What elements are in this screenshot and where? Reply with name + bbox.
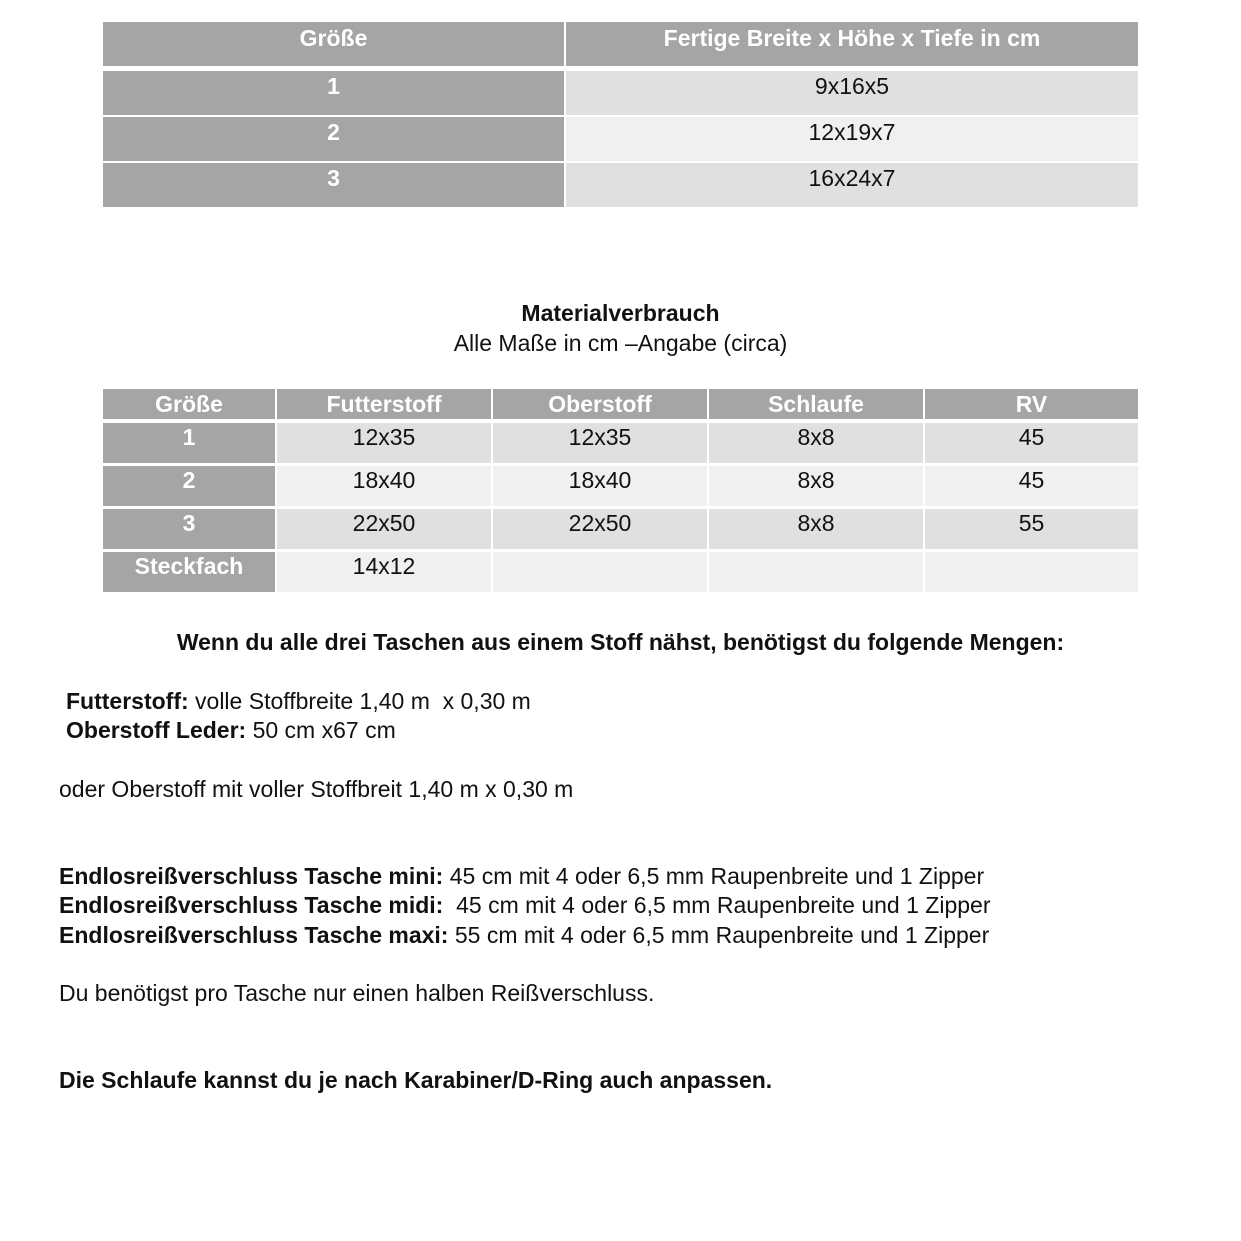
size-cell: 2 xyxy=(103,465,276,508)
size-cell: 3 xyxy=(103,508,276,551)
dims-cell: 16x24x7 xyxy=(565,162,1138,208)
futterstoff-cell: 22x50 xyxy=(276,508,492,551)
material-table-header-row xyxy=(103,389,1138,421)
futterstoff-line xyxy=(66,686,531,716)
zipper-midi-value: 45 cm mit 4 oder 6,5 mm Raupenbreite und 1 Zipper xyxy=(443,892,991,918)
schlaufe-cell: 8x8 xyxy=(708,421,924,465)
schlaufe-note: Die Schlaufe kannst du je nach Karabiner/D-Ring auch anpassen. xyxy=(59,1067,773,1093)
material-table xyxy=(103,389,1138,595)
oberstoff-line xyxy=(66,715,396,745)
schlaufe-cell: 8x8 xyxy=(708,508,924,551)
rv-cell: 55 xyxy=(924,508,1138,551)
oberstoff-label: Oberstoff Leder: xyxy=(66,717,247,743)
material-subtitle: Alle Maße in cm –Angabe (circa) xyxy=(453,330,788,356)
material-header-rv: RV xyxy=(924,389,1138,421)
size-cell: 3 xyxy=(103,162,565,208)
zipper-midi-line xyxy=(59,890,991,920)
zipper-mini-value: 45 cm mit 4 oder 6,5 mm Raupenbreite und 1 Zipper xyxy=(443,863,985,889)
table-row xyxy=(103,465,1138,508)
material-title: Materialverbrauch xyxy=(521,300,720,326)
zipper-maxi-label: Endlosreißverschluss Tasche maxi: xyxy=(59,922,449,948)
material-header-oberstoff: Oberstoff xyxy=(492,389,708,421)
oberstoff-cell xyxy=(492,551,708,594)
dims-cell: 9x16x5 xyxy=(565,69,1138,117)
oberstoff-cell: 22x50 xyxy=(492,508,708,551)
oberstoff-cell: 12x35 xyxy=(492,421,708,465)
zipper-midi-label: Endlosreißverschluss Tasche midi: xyxy=(59,892,444,918)
half-zipper-note: Du benötigst pro Tasche nur einen halben Reißverschluss. xyxy=(59,980,655,1006)
oberstoff-value: 50 cm x67 cm xyxy=(246,717,396,743)
zipper-mini-label: Endlosreißverschluss Tasche mini: xyxy=(59,863,444,889)
futterstoff-value: volle Stoffbreite 1,40 m x 0,30 m xyxy=(188,688,531,714)
size-cell: 1 xyxy=(103,421,276,465)
table-row xyxy=(103,508,1138,551)
zipper-maxi-value: 55 cm mit 4 oder 6,5 mm Raupenbreite und 1 Zipper xyxy=(448,922,990,948)
schlaufe-cell: 8x8 xyxy=(708,465,924,508)
rv-cell: 45 xyxy=(924,421,1138,465)
material-header-size: Größe xyxy=(103,389,276,421)
alternative-line: oder Oberstoff mit voller Stoffbreit 1,40 m x 0,30 m xyxy=(59,776,574,802)
table-row xyxy=(103,116,1138,162)
rv-cell: 45 xyxy=(924,465,1138,508)
zipper-maxi-line xyxy=(59,920,989,950)
size-table-header-dims: Fertige Breite x Höhe x Tiefe in cm xyxy=(565,22,1138,69)
dims-cell: 12x19x7 xyxy=(565,116,1138,162)
size-cell: Steckfach xyxy=(103,551,276,594)
size-table-header-row xyxy=(103,22,1138,69)
size-cell: 2 xyxy=(103,116,565,162)
size-table xyxy=(103,22,1138,209)
size-cell: 1 xyxy=(103,69,565,117)
quantity-intro: Wenn du alle drei Taschen aus einem Stoff nähst, benötigst du folgende Mengen: xyxy=(176,629,1065,655)
table-row xyxy=(103,69,1138,117)
size-table-header-size: Größe xyxy=(103,22,565,69)
futterstoff-cell: 18x40 xyxy=(276,465,492,508)
table-row xyxy=(103,162,1138,208)
futterstoff-label: Futterstoff: xyxy=(66,688,189,714)
rv-cell xyxy=(924,551,1138,594)
oberstoff-cell: 18x40 xyxy=(492,465,708,508)
schlaufe-cell xyxy=(708,551,924,594)
table-row xyxy=(103,551,1138,594)
futterstoff-cell: 14x12 xyxy=(276,551,492,594)
table-row xyxy=(103,421,1138,465)
zipper-mini-line xyxy=(59,861,984,891)
futterstoff-cell: 12x35 xyxy=(276,421,492,465)
material-header-schlaufe: Schlaufe xyxy=(708,389,924,421)
material-header-futterstoff: Futterstoff xyxy=(276,389,492,421)
